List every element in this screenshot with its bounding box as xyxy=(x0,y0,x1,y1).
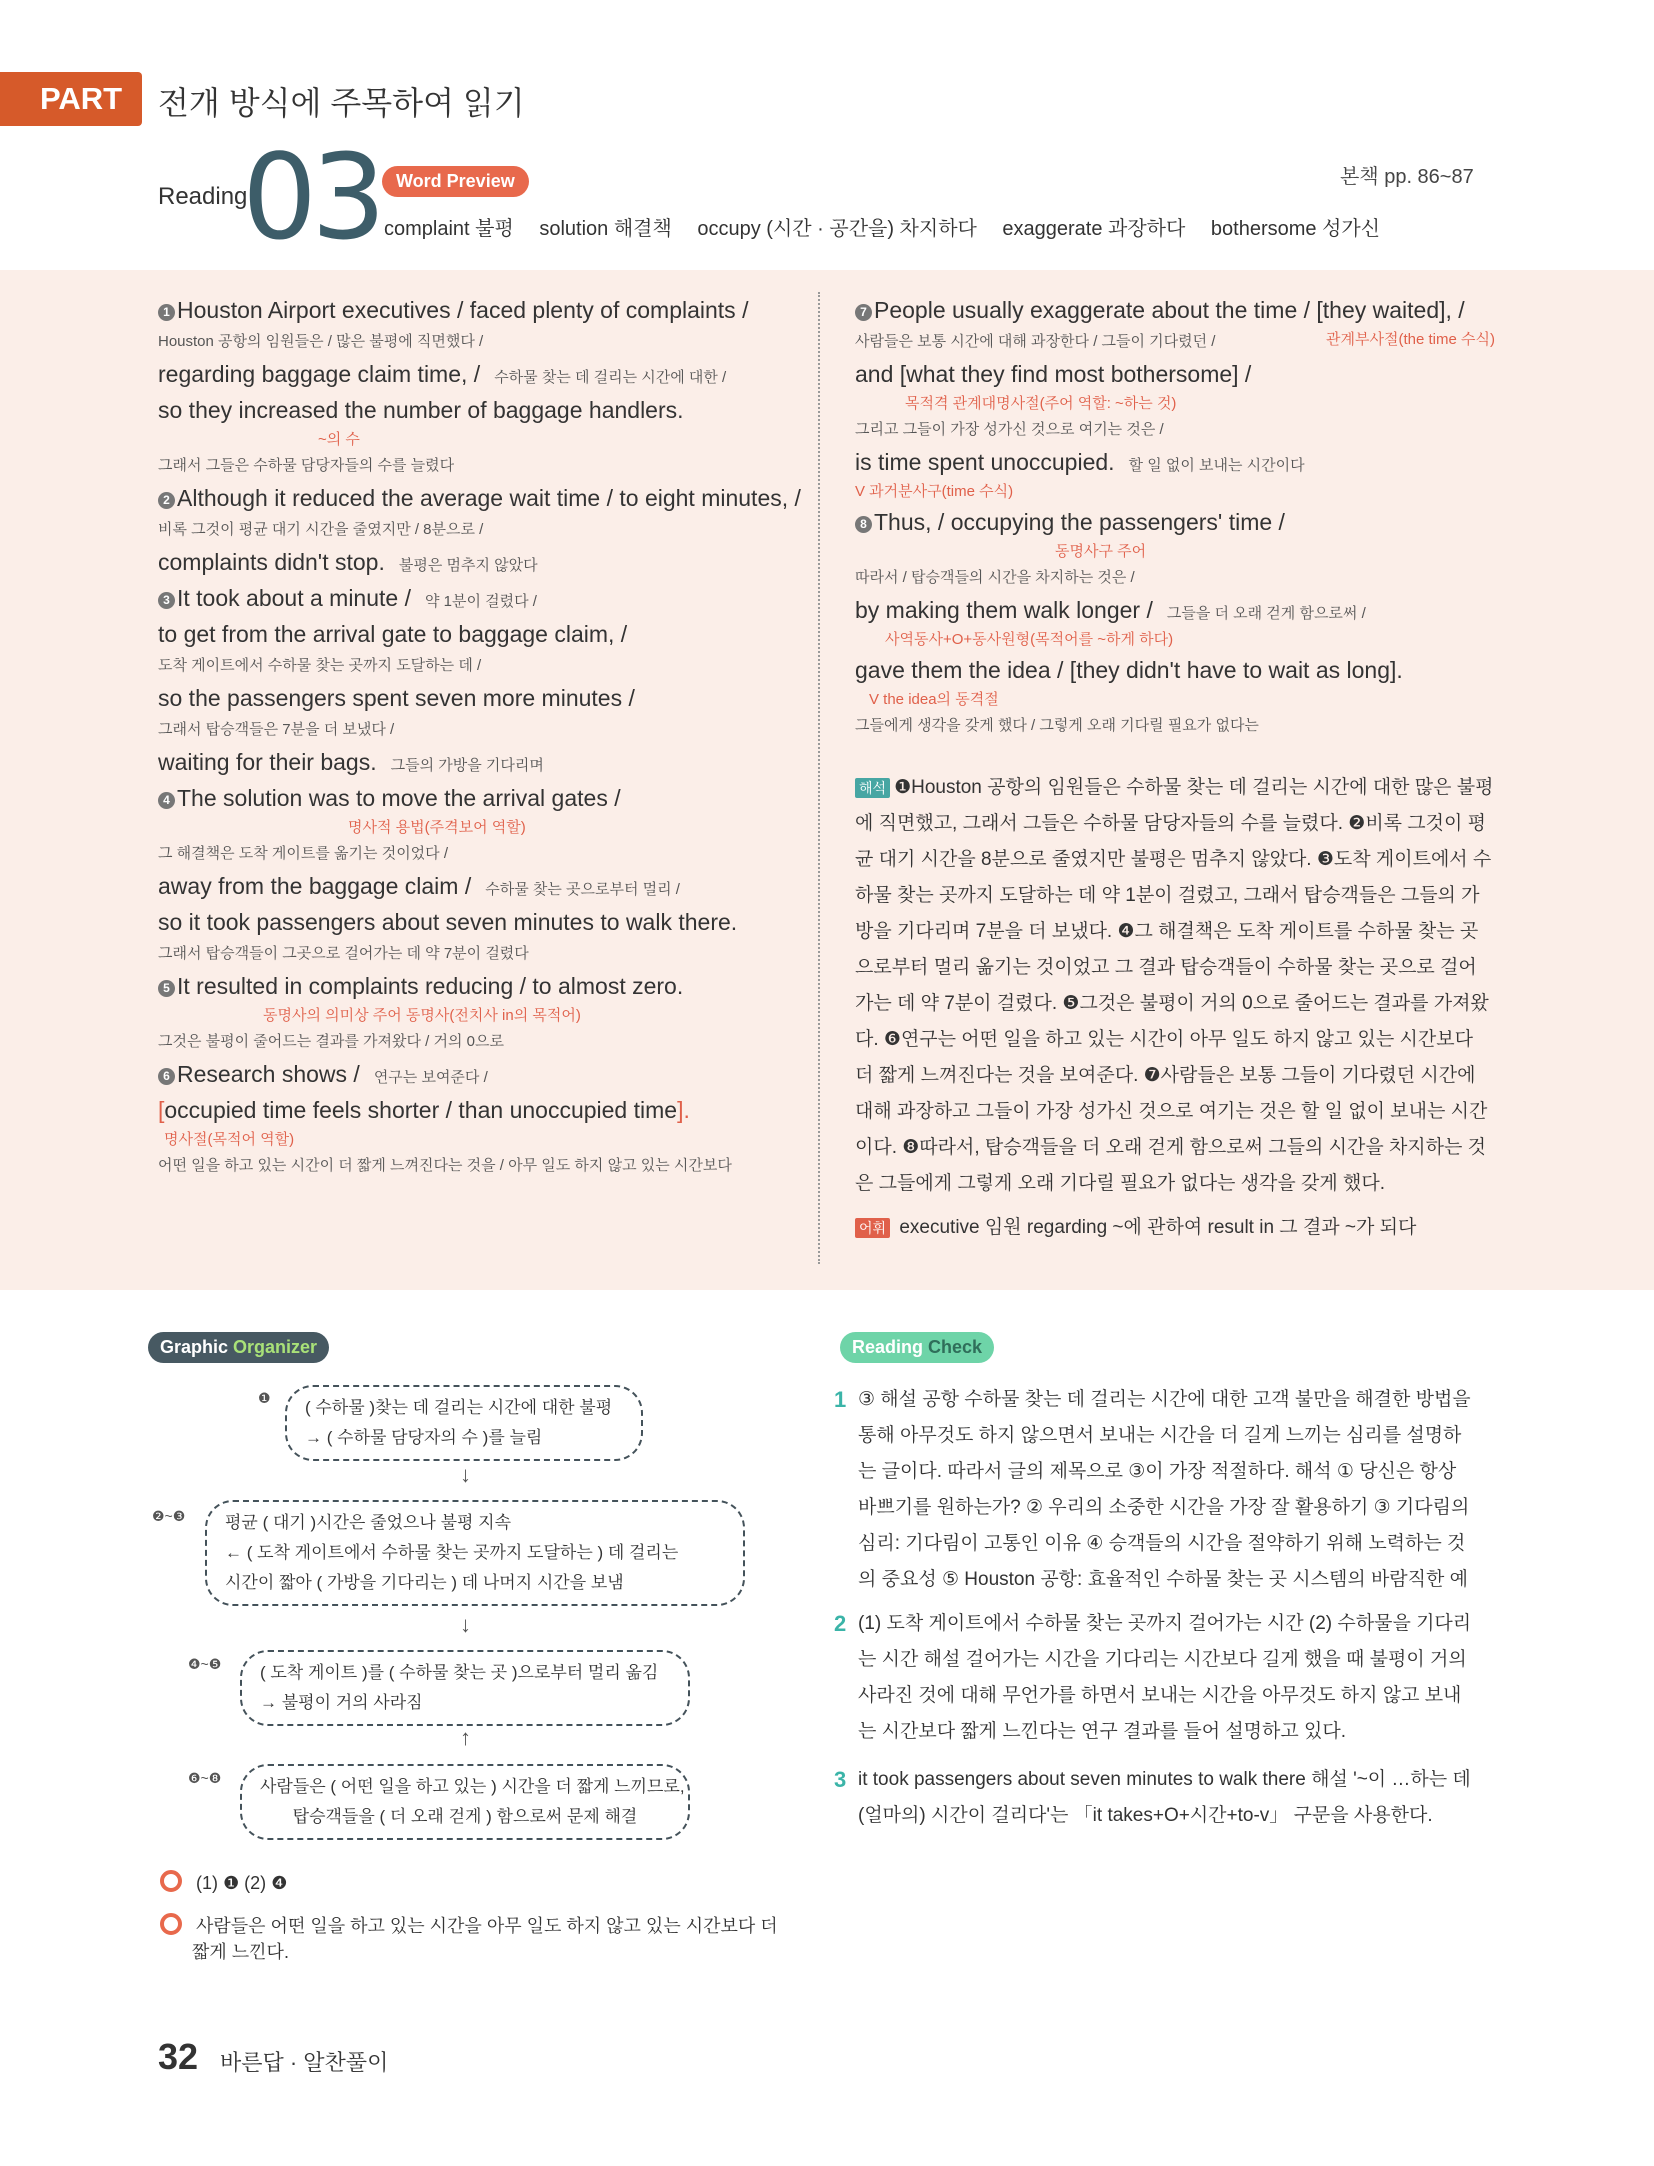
passage-line-note: 명사절(목적어 역할) xyxy=(164,1131,295,1148)
reading-check-item-2: 2 (1) 도착 게이트에서 수하물 찾는 곳까지 걸어가는 시간 (2) 수하물을 기다리는 시간 해설 걸어가는 시간을 기다리는 시간보다 길게 했을 때 불평이 거의 사라진 것에 대해 무언가를 하면서 보내는 시간을 아무것도 하지 않고 보내는 시간보다 짧게 느낀다는 연구 결과를 들어 설명하고 있다. xyxy=(834,1611,1472,1742)
passage-line-en: gave them the idea / [they didn't have to wait as long]. xyxy=(855,657,1403,683)
passage-line-ko: 그리고 그들이 가장 성가신 것으로 여기는 것은 / xyxy=(855,421,1164,438)
passage-line-en: 8 Thus, / occupying the passengers' time / xyxy=(855,504,1495,540)
part-title: 전개 방식에 주목하여 읽기 xyxy=(158,85,525,121)
passage-line-en: to get from the arrival gate to baggage claim, / xyxy=(158,621,628,647)
passage-line-note: 목적격 관계대명사절(주어 역할: ~하는 것) xyxy=(905,395,1177,412)
passage-line-en: and [what they find most bothersome] / xyxy=(855,361,1252,387)
organizer-step-number: ❻~❽ xyxy=(188,1770,222,1786)
organizer-step-number: ❷~❸ xyxy=(152,1508,186,1524)
word-item: solution 해결책 xyxy=(539,218,672,240)
translation-tag: 해석 xyxy=(855,778,890,798)
organizer-box-2: 평균 ( 대기 )시간은 줄었으나 불평 지속 ← ( 도착 게이트에서 수하물 찾는 곳까지 도달하는 ) 데 걸리는 시간이 짧아 ( 가방을 기다리는 ) 데 나머지 시간을 보냄 xyxy=(205,1500,745,1606)
passage-line-note: 동명사구 주어 xyxy=(1055,543,1147,560)
circle-bullet-icon xyxy=(160,1870,182,1892)
word-item: occupy (시간 · 공간을) 차지하다 xyxy=(697,218,977,240)
passage-line-ko: 그래서 탑승객들은 7분을 더 보냈다 / xyxy=(158,721,395,738)
word-preview-list xyxy=(384,212,1400,241)
passage-line-ko: 그들에게 생각을 갖게 했다 / 그렇게 오래 기다릴 필요가 없다는 xyxy=(855,717,1259,734)
passage-left-column xyxy=(158,292,801,1180)
page-number: 32 xyxy=(158,2036,199,2077)
organizer-step-number: ❹~❺ xyxy=(188,1656,222,1672)
sentence-number-icon: 8 xyxy=(855,516,872,533)
reading-check-badge: Reading Check xyxy=(840,1332,994,1363)
passage-line-ko: 그래서 탑승객들이 그곳으로 걸어가는 데 약 7분이 걸렸다 xyxy=(158,945,529,962)
passage-line-ko: Houston 공항의 임원들은 / 많은 불평에 직면했다 / xyxy=(158,333,484,350)
sentence-number-icon: 2 xyxy=(158,492,175,509)
down-arrow-icon: ↓ xyxy=(460,1612,471,1637)
passage-line-ko: 그것은 불평이 줄어드는 결과를 가져왔다 / 거의 0으로 xyxy=(158,1033,504,1050)
passage-line-en: so the passengers spent seven more minutes / xyxy=(158,685,635,711)
vocab-text: executive 임원 regarding ~에 관하여 result in 그 결과 ~가 되다 xyxy=(899,1217,1417,1238)
passage-line-note: ~의 수 xyxy=(318,431,360,448)
word-item: exaggerate 과장하다 xyxy=(1002,218,1186,240)
passage-line-en: so it took passengers about seven minutes to walk there. xyxy=(158,909,738,935)
graphic-organizer-badge: Graphic Organizer xyxy=(148,1332,329,1363)
organizer-step-number: ❶ xyxy=(258,1390,271,1406)
passage-line-ko: 따라서 / 탑승객들의 시간을 차지하는 것은 / xyxy=(855,569,1135,586)
passage-line-en: is time spent unoccupied. 할 일 없이 보내는 시간이다 xyxy=(855,449,1305,475)
up-arrow-icon: ↑ xyxy=(460,1725,471,1750)
reading-check-item-3: 3 it took passengers about seven minutes to walk there 해설 '~이 …하는 데 (얼마의) 시간이 걸리다'는 「it takes+O+시간+to-v」 구문을 사용한다. xyxy=(834,1767,1471,1826)
part-label: PART Ⅱ xyxy=(0,72,142,126)
passage-line-ko: 어떤 일을 하고 있는 시간이 더 짧게 느껴진다는 것을 / 아무 일도 하지 않고 있는 시간보다 xyxy=(158,1157,732,1174)
passage-line-en: complaints didn't stop. 불평은 멈추지 않았다 xyxy=(158,549,538,575)
sentence-number-icon: 6 xyxy=(158,1068,175,1085)
passage-line-en: away from the baggage claim / 수하물 찾는 곳으로부터 멀리 / xyxy=(158,873,680,899)
passage-line-ko: 사람들은 보통 시간에 대해 과장한다 / 그들이 기다렸던 / 관계부사절(the time 수식) xyxy=(855,331,1495,350)
sentence-number-icon: 7 xyxy=(855,304,872,321)
organizer-answer-2: 사람들은 어떤 일을 하고 있는 시간을 아무 일도 하지 않고 있는 시간보다 더 xyxy=(160,1912,778,1938)
passage-line-en: 2 Although it reduced the average wait time / to eight minutes, / xyxy=(158,480,798,516)
sentence-number-icon: 4 xyxy=(158,792,175,809)
translation-block xyxy=(855,770,1495,1202)
word-preview-badge: Word Preview xyxy=(382,166,529,197)
passage-line-note: V the idea의 동격절 xyxy=(869,691,999,708)
passage-line-note: 명사적 용법(주격보어 역할) xyxy=(348,819,526,836)
translation-text: ❶Houston 공항의 임원들은 수하물 찾는 데 걸리는 시간에 대한 많은 불평에 직면했고, 그래서 그들은 수하물 담당자들의 수를 늘렸다. ❷비록 그것이 평균 대기 시간을 8분으로 줄였지만 불평은 멈추지 않았다. ❸도착 게이트에서 수하물 찾는 곳까지 도달하는 데 약 1분이 걸렸고, 그래서 탑승객들은 그들의 가방을 기다리며 7분을 더 보냈다. ❹그 해결책은 도착 게이트를 수하물 찾는 곳으로부터 멀리 옮기는 것이었고 그 결과 탑승객들이 수하물 찾는 곳으로 걸어가는 데 약 7분이 걸렸다. ❺그것은 불평이 거의 0으로 줄어드는 결과를 가져왔다. ❻연구는 어떤 일을 하고 있는 시간이 아무 일도 하지 않고 있는 시간보다 더 짧게 느껴진다는 것을 보여준다. ❼사람들은 보통 그들이 기다렸던 시간에 대해 과장하고 그들이 가장 성가신 것으로 여기는 것은 할 일 없이 보내는 시간이다. ❽따라서, 탑승객들을 더 오래 걷게 함으로써 그들의 시간을 차지하는 것은 그들에게 그렇게 오래 기다릴 필요가 없다는 생각을 갖게 했다. xyxy=(855,777,1494,1194)
organizer-box-1: ( 수하물 )찾는 데 걸리는 시간에 대한 불평 → ( 수하물 담당자의 수 )를 늘림 xyxy=(285,1385,643,1461)
passage-line-ko: 그래서 그들은 수하물 담당자들의 수를 늘렸다 xyxy=(158,457,455,474)
passage-line-en: 1 Houston Airport executives / faced plenty of complaints / xyxy=(158,292,798,328)
organizer-box-4: 사람들은 ( 어떤 일을 하고 있는 ) 시간을 더 짧게 느끼므로, 탑승객들을 ( 더 오래 걷게 ) 함으로써 문제 해결 xyxy=(240,1764,690,1840)
vocabulary-line xyxy=(855,1212,1495,1239)
passage-line-en: 3 It took about a minute / 약 1분이 걸렸다 / xyxy=(158,580,798,616)
passage-line-en: by making them walk longer / 그들을 더 오래 걷게 함으로써 / xyxy=(855,597,1366,623)
reading-label: Reading xyxy=(158,183,248,210)
organizer-answer-2-cont: 짧게 느낀다. xyxy=(192,1942,289,1962)
passage-line-en: waiting for their bags. 그들의 가방을 기다리며 xyxy=(158,749,544,775)
sentence-number-icon: 3 xyxy=(158,592,175,609)
passage-line-ko: 비록 그것이 평균 대기 시간을 줄였지만 / 8분으로 / xyxy=(158,521,484,538)
passage-line-ko: 도착 게이트에서 수하물 찾는 곳까지 도달하는 데 / xyxy=(158,657,482,674)
passage-line-en: so they increased the number of baggage handlers. xyxy=(158,397,684,423)
passage-line-en: 7 People usually exaggerate about the time / [they waited], / xyxy=(855,292,1495,328)
reading-check-item-1: 1 ③ 해설 공항 수하물 찾는 데 걸리는 시간에 대한 고객 불만을 해결한 방법을 통해 아무것도 하지 않으면서 보내는 시간을 더 길게 느끼는 심리를 설명하는 글이다. 따라서 글의 제목으로 ③이 가장 적절하다. 해석 ① 당신은 항상 바쁘기를 원하는가? ② 우리의 소중한 시간을 가장 잘 활용하기 ③ 기다림의 심리: 기다림이 고통인 이유 ④ 승객들의 시간을 절약하기 위해 노력하는 것의 중요성 ⑤ Houston 공항: 효율적인 수하물 찾는 곳 시스템의 바람직한 예 xyxy=(834,1387,1471,1590)
circle-bullet-icon xyxy=(160,1913,182,1935)
column-divider xyxy=(818,292,820,1264)
passage-line-note: 동명사의 의미상 주어 동명사(전치사 in의 목적어) xyxy=(263,1007,581,1024)
passage-line-note: 사역동사+O+동사원형(목적어를 ~하게 하다) xyxy=(885,631,1174,648)
passage-line-note: V 과거분사구(time 수식) xyxy=(855,483,1014,500)
passage-line-en: 6 Research shows / 연구는 보여준다 / xyxy=(158,1056,798,1092)
down-arrow-icon: ↓ xyxy=(460,1462,471,1487)
passage-line-en: regarding baggage claim time, / 수하물 찾는 데 걸리는 시간에 대한 / xyxy=(158,361,727,387)
organizer-box-3: ( 도착 게이트 )를 ( 수하물 찾는 곳 )으로부터 멀리 옮김 → 불평이 거의 사라짐 xyxy=(240,1650,690,1726)
passage-line-en: [occupied time feels shorter / than unoccupied time]. xyxy=(158,1097,690,1123)
word-item: complaint 불평 xyxy=(384,218,514,240)
passage-right-column xyxy=(855,292,1495,1239)
organizer-answer-1: (1) ❶ (2) ❹ xyxy=(160,1870,287,1894)
passage-line-en: 5 It resulted in complaints reducing / to almost zero. xyxy=(158,968,798,1004)
word-item: bothersome 성가신 xyxy=(1210,218,1381,240)
sentence-number-icon: 5 xyxy=(158,980,175,997)
reading-number: 03 xyxy=(242,128,381,266)
passage-line-en: 4 The solution was to move the arrival gates / xyxy=(158,780,798,816)
page-reference: 본책 pp. 86~87 xyxy=(1340,166,1474,188)
vocab-tag: 어휘 xyxy=(855,1218,890,1238)
footer-title: 바른답 · 알찬풀이 xyxy=(220,2050,389,2075)
sentence-number-icon: 1 xyxy=(158,304,175,321)
passage-line-ko: 그 해결책은 도착 게이트를 옮기는 것이었다 / xyxy=(158,845,448,862)
